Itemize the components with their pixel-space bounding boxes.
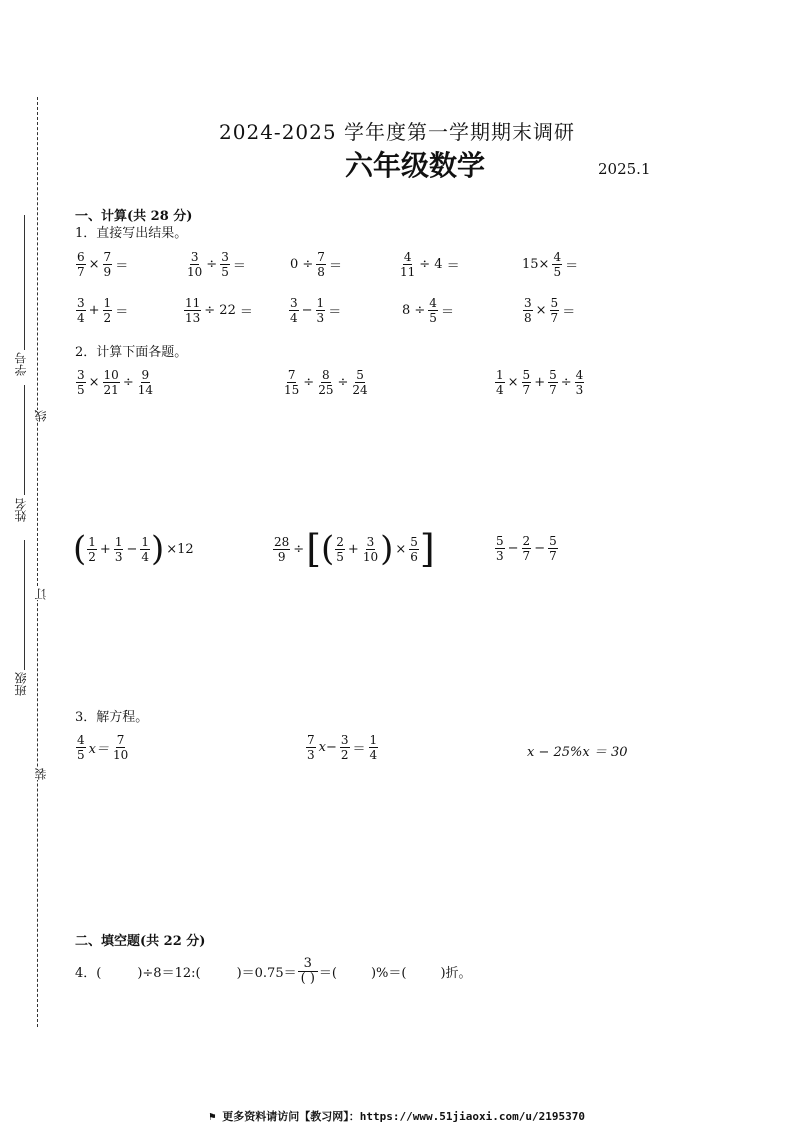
fraction: $\frac{5}{6}$ [410,534,418,564]
fraction: $\frac{1}{2}$ [103,296,112,325]
exam-title: 2024-2025 学年度第一学期期末调研 [219,120,575,144]
fraction: $\frac{1}{4}$ [496,368,504,397]
q1-item-c: 0 ÷ $\frac{7}{8}$ ＝ [290,250,342,279]
fraction: $\frac{10}{21}$ [103,368,119,397]
fraction: $\frac{4}{5}$ [553,250,562,279]
fraction: $\frac{8}{25}$ [318,368,334,397]
fraction: 1 2 [88,534,96,564]
q2-item-c: $\frac{1}{4}$ × $\frac{5}{7}$ + $\frac{5}{7}$ ÷ $\frac{4}{3}$ [496,368,584,397]
q2-item-e: $\frac{28}{9}$ ÷ [ ( 2 5 + $\frac{3}{10}$ ) × $\frac{5}{6}$ ] [274,527,435,571]
q1-item-f: 3 4 + $\frac{1}{2}$ ＝ [77,296,129,325]
q2-item-d: ( 1 2 + $\frac{1}{3}$ − $\frac{1}{4}$ ) ×12 [73,529,194,569]
q1-item-b: $\frac{3}{10}$ ÷ $\frac{3}{5}$ ＝ [187,250,246,279]
fraction: 2 5 [336,534,344,564]
fraction: $\frac{1}{4}$ [141,534,149,564]
fraction-blank: 3 ( ) [298,957,318,986]
fraction: $\frac{11}{13}$ [185,296,201,325]
fraction: $\frac{1}{3}$ [114,534,123,564]
fraction: 4 5 [77,733,85,762]
fraction: 3 4 [77,296,85,325]
fraction: $\frac{7}{9}$ [103,250,112,279]
footer-text: 更多资料请访问【教习网】：https://www.51jiaoxi.com/u/2195370 [222,1110,585,1123]
fraction: $\frac{3}{5}$ [221,250,229,279]
fraction: $\frac{3}{2}$ [340,733,349,762]
section1-title: 一、计算(共 28 分) [75,209,193,224]
binding-ding-label: 订 [34,588,48,600]
q2-item-b: $\frac{7}{15}$ ÷ $\frac{8}{25}$ ÷ $\frac{5}{24}$ [284,368,368,397]
fraction: 1 4 [369,733,378,762]
q3-item-a: 4 5 x＝ 7 10 [77,733,129,762]
footer-link[interactable] [0,1108,794,1124]
fraction: $\frac{4}{11}$ [400,250,416,279]
q1-item-j: $\frac{3}{8}$ × $\frac{5}{7}$ ＝ [524,296,576,325]
class-blank [24,540,25,670]
q1-item-d: $\frac{4}{11}$ ÷ 4 ＝ [400,250,460,279]
q2-heading: 2．计算下面各题。 [75,345,188,360]
fraction: $\frac{5}{7}$ [549,534,557,563]
fraction: $\frac{3}{8}$ [524,296,532,325]
fraction: 7 10 [112,733,129,762]
fraction: $\frac{5}{24}$ [352,368,368,397]
q2-item-f: 5 3 − $\frac{2}{7}$ − $\frac{5}{7}$ [496,534,557,563]
q1-item-e: 15× $\frac{4}{5}$ ＝ [522,250,579,279]
q1-item-h: 3 4 − $\frac{1}{3}$ ＝ [290,296,342,325]
fraction: 3 4 [290,296,298,325]
flag-icon: ⚑ [209,1110,216,1123]
q2-item-a: $\frac{3}{5}$ × $\frac{10}{21}$ ÷ $\frac{9}{14}$ [77,368,154,397]
fraction: $\frac{3}{5}$ [77,368,85,397]
fraction: $\frac{28}{9}$ [274,534,290,564]
q1-heading: 1．直接写出结果。 [75,226,188,241]
fraction: $\frac{4}{3}$ [575,368,584,397]
fraction: $\frac{1}{3}$ [316,296,325,325]
section2-title: 二、填空题(共 22 分) [75,934,206,949]
fraction: $\frac{4}{5}$ [429,296,437,325]
binding-xian-label: 线 [34,410,48,422]
q4-item: 4．( )÷8＝12:( )＝0.75＝ 3 ( ) ＝( )%＝( )折。 [75,956,472,986]
q3-heading: 3．解方程。 [75,710,149,725]
q3-item-c: x − 25%x ＝ 30 [527,745,628,760]
q1-item-a: $\frac{6}{7}$ × $\frac{7}{9}$ ＝ [77,250,129,279]
binding-zhuang-label: 装 [34,768,48,780]
fraction: $\frac{3}{10}$ [362,534,379,564]
name-blank [24,385,25,495]
fraction: $\frac{3}{10}$ [187,250,203,279]
q3-item-b: 7 3 x− $\frac{3}{2}$ ＝ 1 4 [307,733,378,762]
class-label: 班级 [14,672,28,696]
fraction: $\frac{5}{7}$ [522,368,531,397]
fraction: $\frac{7}{8}$ [317,250,325,279]
q1-item-i: 8 ÷ $\frac{4}{5}$ ＝ [402,296,454,325]
student-id-blank [24,215,25,350]
fraction: $\frac{6}{7}$ [77,250,85,279]
fraction: $\frac{5}{7}$ [549,368,557,397]
fraction: $\frac{9}{14}$ [137,368,154,397]
name-label: 姓名 [14,498,28,522]
fraction: 5 3 [496,534,504,563]
student-id-label: 学号 [14,352,28,376]
binding-dashed-line [37,97,38,1027]
exam-subtitle: 六年级数学 [345,149,486,182]
fraction: 7 3 [307,733,315,762]
fraction: $\frac{7}{15}$ [284,368,300,397]
q1-item-g: $\frac{11}{13}$ ÷ 22 ＝ [185,296,253,325]
exam-date: 2025.1 [598,160,651,178]
fraction: $\frac{5}{7}$ [550,296,559,325]
fraction: $\frac{2}{7}$ [522,534,531,563]
